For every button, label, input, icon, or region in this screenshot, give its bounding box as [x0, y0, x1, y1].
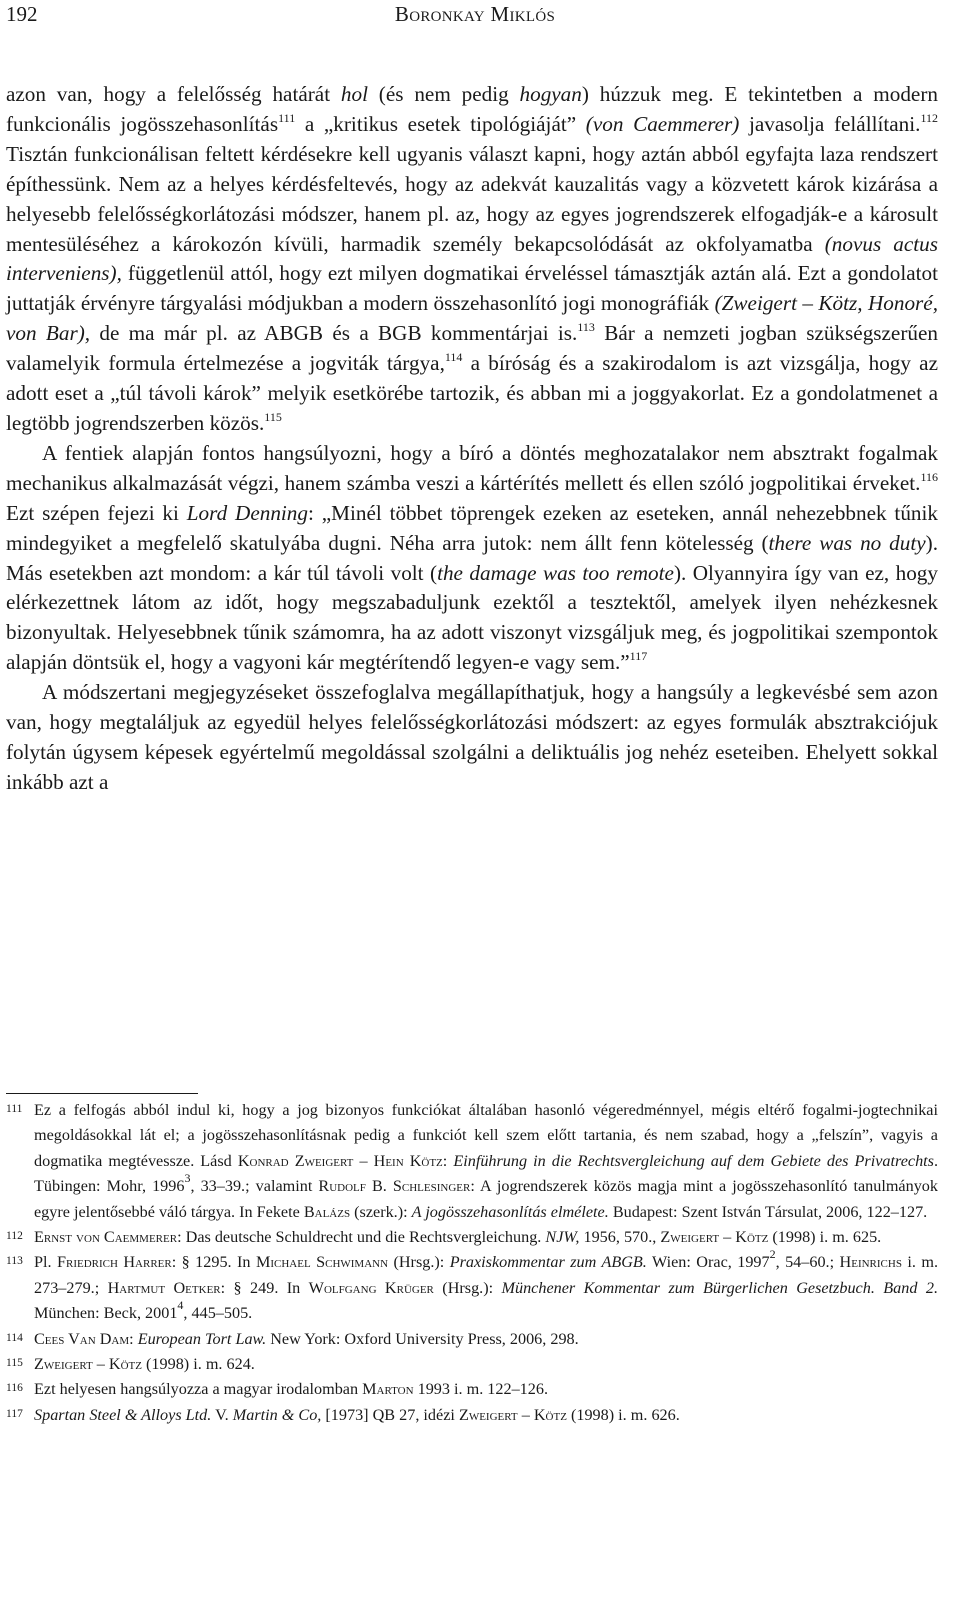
text-run: :: [129, 1329, 138, 1348]
text-run: ). Más esetekben azt mondom: a kár túl távoli volt (: [6, 530, 938, 585]
text-run: A módszertani megjegyzéseket összefoglalva megállapíthatjuk, hogy a hangsúly a legkevésbé sem azon van, hogy megtaláljuk az egyedül helyes felelősségkorlátozási módszert: az egyes formulák absztrakciójuk folytán úgysem képesek egyértelmű megoldással szolgálni a deliktuális jog nehéz eseteiben. Ehelyett sokkal inkább azt a: [6, 680, 938, 794]
paragraph: [6, 439, 938, 678]
text-run: : § 249. In: [220, 1278, 309, 1297]
author-name: Zweigert: [458, 1405, 518, 1424]
footnote-reference: 111: [278, 110, 296, 125]
text-run: (1998) i. m. 625.: [768, 1228, 882, 1247]
text-run: (1998) i. m. 624.: [141, 1355, 255, 1374]
text-run: Pl.: [34, 1253, 57, 1272]
text-run: (szerk.):: [350, 1202, 412, 1221]
footnote: [6, 1327, 938, 1352]
footnote-reference: 117: [629, 649, 648, 664]
footnote-number: 111: [6, 1103, 23, 1115]
text-run: –: [353, 1151, 374, 1170]
author-name: Kötz: [533, 1405, 567, 1424]
footnote-number: 113: [6, 1255, 23, 1268]
text-run: A fentiek alapján fontos hangsúlyozni, hogy a bíró a döntés meghozatalakor nem absztrakt fogalmak mechanikus alkalmazását végzi, hanem számba veszi a kártérítés mellett és ellen szóló jogpolitikai érveket.: [6, 440, 938, 495]
footnote-reference: 112: [920, 110, 938, 125]
text-run: Budapest: Szent István Társulat, 2006, 122–127.: [608, 1202, 928, 1221]
text-run: függetlenül attól, hogy ezt milyen dogmatikai érveléssel támasztják aztán alá. Ezt a gondolatot juttatják érvényre tárgyalási módjukban a modern összehasonlító jogi monográfiák: [6, 261, 938, 316]
text-run: New York: Oxford University Press, 2006, 298.: [266, 1329, 579, 1348]
italic-text: A jogösszehasonlítás elmélete.: [411, 1202, 609, 1221]
text-run: Ez a felfogás abból indul ki, hogy a jog bizonyos funkciókat általában hasonló végeredménnyel, mégis eltérő fogalmi-jogtechnikai megoldásokkal lát el; a jogösszehasonlításnak pedig a funkciót kell szem előtt tartania, és nem szabad, hogy a „felszín”, vagyis a dogmatika megtévessze. Lásd: [34, 1101, 938, 1170]
author-name: Hartmut Oetker: [107, 1278, 221, 1297]
text-run: 1956, 570.,: [579, 1228, 661, 1247]
footnote-divider: [6, 1093, 198, 1094]
footnote-reference: 114: [444, 350, 463, 365]
text-run: Wien: Orac, 1997: [646, 1253, 770, 1272]
footnote: [6, 1377, 938, 1402]
text-run: : § 1295. In: [171, 1253, 256, 1272]
footnote-number: 115: [6, 1357, 23, 1370]
text-run: javasolja felállítani.: [739, 111, 921, 136]
text-run: V.: [211, 1405, 233, 1424]
text-run: [1973] QB 27, idézi: [321, 1405, 459, 1424]
text-run: i. m. 273–279.;: [34, 1253, 938, 1297]
italic-text: there was no duty: [768, 530, 926, 555]
italic-text: hol: [340, 82, 368, 106]
text-run: –: [517, 1405, 534, 1424]
page-number: 192: [6, 2, 38, 26]
footnote-reference: 2: [769, 1247, 776, 1262]
author-name: Heinrichs: [839, 1253, 902, 1272]
text-run: , 54–60.;: [775, 1253, 840, 1272]
italic-text: Einführung in die Rechtsvergleichung auf dem Gebiete des Privatrechts: [453, 1151, 934, 1170]
text-run: ). Olyannyira így van ez, hogy elérkezettnek látom az időt, hogy megszabaduljunk ezektől a tesztektől, amelyek ilyen nehézkesnek bizonyultak. Helyesebbnek tűnik számomra, ha az adott viszonyt vizsgáljuk meg, és jogpolitikai szempontok alapján döntsük el, hogy a vagyoni kár megtérítendő legyen-e vagy sem.”: [6, 560, 938, 675]
footnote: [6, 1352, 938, 1377]
footnote: [6, 1225, 938, 1250]
text-run: –: [719, 1228, 736, 1247]
author-name: Rudolf B. Schlesinger: [318, 1177, 471, 1196]
footnote-reference: 3: [184, 1171, 191, 1186]
text-run: Bár a nemzeti jogban szükségszerűen valamelyik formula értelmezése a jogviták tárgya,: [6, 321, 938, 376]
italic-text: NJW,: [545, 1228, 580, 1247]
text-run: . Tübingen: Mohr, 1996: [34, 1151, 939, 1196]
italic-text: (Zweigert – Kötz, Honoré, von Bar),: [6, 291, 938, 346]
text-run: a bíróság és a szakirodalom is azt vizsgálja, hogy az adott eset a „túl távoli károk” melyik esetkörébe tartozik, és abban mi a joggyakorlat. Ez a gondolatmenet a legtöbb jogrendszerben közös.: [6, 351, 938, 435]
author-name: Kötz: [735, 1228, 769, 1247]
footnotes: [6, 1098, 938, 1428]
author-name: Zweigert: [34, 1355, 93, 1374]
author-name: Ernst von Caemmerer: [34, 1228, 178, 1247]
footnote: [6, 1098, 938, 1225]
footnote-reference: 116: [920, 469, 938, 484]
text-run: 1993 i. m. 122–126.: [413, 1380, 548, 1399]
footnote-number: 112: [6, 1230, 23, 1243]
main-text: [6, 80, 938, 798]
author-name: Cees Van Dam: [34, 1329, 130, 1348]
text-run: –: [92, 1355, 109, 1374]
text-run: (és nem pedig: [367, 82, 520, 106]
text-run: Ezt szépen fejezi ki: [6, 500, 187, 525]
footnote-number: 114: [6, 1331, 23, 1344]
italic-text: Spartan Steel & Alloys Ltd.: [34, 1405, 212, 1424]
author-name: Michael Schwimann: [255, 1253, 389, 1272]
footnote-reference: 115: [264, 409, 282, 424]
footnote: [6, 1403, 938, 1428]
text-run: München: Beck, 2001: [34, 1304, 178, 1323]
italic-text: European Tort Law.: [137, 1329, 267, 1348]
footnote-number: 117: [6, 1407, 23, 1420]
text-run: : „Minél többet töprengek ezeken az eseteken, annál nehezebbnek tűnik mindegyiket a megfelelő skatulyába dugni. Néha arra jutok: nem állt fenn kötelesség (: [6, 500, 938, 555]
text-run: (1998) i. m. 626.: [566, 1405, 680, 1424]
running-head: Boronkay Miklós: [394, 2, 556, 26]
author-name: Friedrich Harrer: [56, 1253, 172, 1272]
paragraph: [6, 678, 938, 798]
footnote-reference: 113: [577, 320, 595, 335]
text-run: Ezt helyesen hangsúlyozza a magyar irodalomban: [34, 1380, 363, 1399]
author-name: Hein Kötz: [373, 1151, 443, 1170]
text-run: (Hrsg.):: [433, 1278, 502, 1297]
text-run: Tisztán funkcionálisan feltett kérdésekre kell ugyanis választ kapni, hogy aztán abból egyfajta laza rendszert építhessünk. Nem az a helyes kérdésfeltevés, hogy az adekvát kauzalitás vagy a közvetett károk kizárása a helyesebb felelősségkorlátozási módszer, hanem pl. az, hogy az egyes jogrendszerek elfogadják-e a károsult mentesüléséhez a károkozón kívüli, harmadik személy bekapcsolódását az okfolyamatba: [6, 141, 938, 256]
text-run: ) húzzuk meg. E tekintetben a modern funkcionális jogösszehasonlítás: [6, 82, 938, 136]
italic-text: Martin & Co,: [232, 1405, 322, 1424]
text-run: , 33–39.; valamint: [190, 1177, 319, 1196]
italic-text: hogyan: [519, 82, 582, 106]
footnote: [6, 1247, 938, 1326]
italic-text: (von Caemmerer): [585, 111, 740, 136]
italic-text: Lord Denning: [186, 500, 308, 525]
text-run: azon van, hogy a felelősség határát: [6, 82, 341, 106]
author-name: Kötz: [108, 1355, 142, 1374]
text-run: :: [442, 1151, 454, 1170]
italic-text: (novus actus interveniens),: [6, 231, 938, 286]
author-name: Wolfgang Krüger: [308, 1278, 434, 1297]
text-run: de ma már pl. az ABGB és a BGB kommentárjai is.: [90, 321, 578, 346]
text-run: : Das deutsche Schuldrecht und die Rechtsvergleichung.: [177, 1228, 546, 1247]
italic-text: Praxiskommentar zum ABGB.: [449, 1253, 647, 1272]
text-run: (Hrsg.):: [388, 1253, 450, 1272]
text-run: , 445–505.: [183, 1304, 253, 1323]
footnote-number: 116: [6, 1382, 23, 1395]
paragraph: [6, 80, 938, 439]
author-name: Balázs: [303, 1202, 351, 1221]
author-name: Marton: [362, 1380, 414, 1399]
text-run: : A jogrendszerek közös magja mint a jogösszehasonlító tanulmányok egyre jelentősebbé váló tárgya. In Fekete: [34, 1177, 938, 1221]
author-name: Konrad Zweigert: [237, 1151, 354, 1170]
italic-text: Münchener Kommentar zum Bürgerlichen Gesetzbuch. Band 2.: [501, 1278, 938, 1297]
footnote-reference: 4: [177, 1298, 184, 1313]
author-name: Zweigert: [660, 1228, 720, 1247]
page-header: [6, 2, 944, 28]
italic-text: the damage was too remote: [437, 560, 674, 585]
text-run: a „kritikus esetek tipológiáját”: [295, 111, 586, 136]
